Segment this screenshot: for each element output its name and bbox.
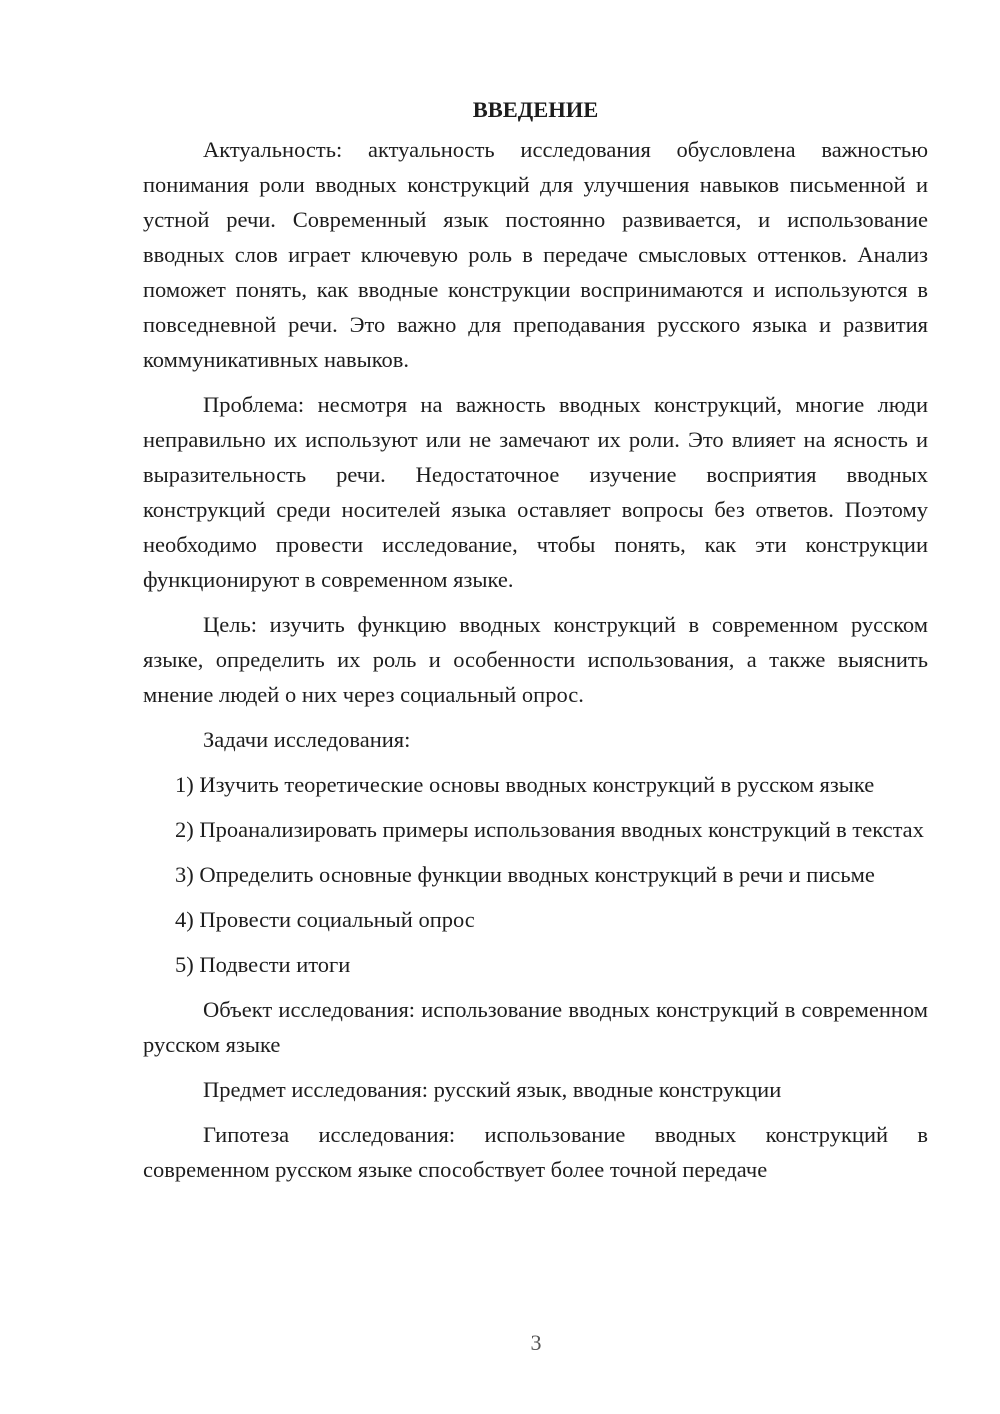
task-item: 4) Провести социальный опрос <box>175 907 475 932</box>
tasks-list <box>143 767 928 982</box>
section-heading: ВВЕДЕНИЕ <box>472 97 599 122</box>
goal-paragraph: Цель: изучить функцию вводных конструкций в современном русском языке, определить их роль и особенности использования, а также выяснить мнение людей о них через социальный опрос. <box>143 612 928 707</box>
tasks-heading: Задачи исследования: <box>203 727 411 752</box>
problem-paragraph: Проблема: несмотря на важность вводных конструкций, многие люди неправильно их используют или не замечают их роли. Это влияет на ясность и выразительность речи. Недостаточное изучение восприятия вводных конструкций среди носителей языка оставляет вопросы без ответов. Поэтому необходимо провести исследование, чтобы понять, как эти конструкции функционируют в современном языке. <box>143 392 928 592</box>
page-number: 3 <box>530 1330 542 1355</box>
document-page <box>143 92 928 1197</box>
subject-paragraph: Предмет исследования: русский язык, вводные конструкции <box>203 1077 782 1102</box>
task-item: 5) Подвести итоги <box>175 952 351 977</box>
task-item: 3) Определить основные функции вводных конструкций в речи и письме <box>175 862 875 887</box>
object-paragraph: Объект исследования: использование вводных конструкций в современном русском языке <box>143 997 928 1057</box>
task-item: 2) Проанализировать примеры использования вводных конструкций в текстах <box>175 817 924 842</box>
hypothesis-paragraph: Гипотеза исследования: использование вводных конструкций в современном русском языке способствует более точной передаче <box>143 1122 928 1182</box>
task-item: 1) Изучить теоретические основы вводных конструкций в русском языке <box>175 772 875 797</box>
relevance-paragraph: Актуальность: актуальность исследования обусловлена важностью понимания роли вводных конструкций для улучшения навыков письменной и устной речи. Современный язык постоянно развивается, и использование вводных слов играет ключевую роль в передаче смысловых оттенков. Анализ поможет понять, как вводные конструкции воспринимаются и используются в повседневной речи. Это важно для преподавания русского языка и развития коммуникативных навыков. <box>143 137 928 372</box>
